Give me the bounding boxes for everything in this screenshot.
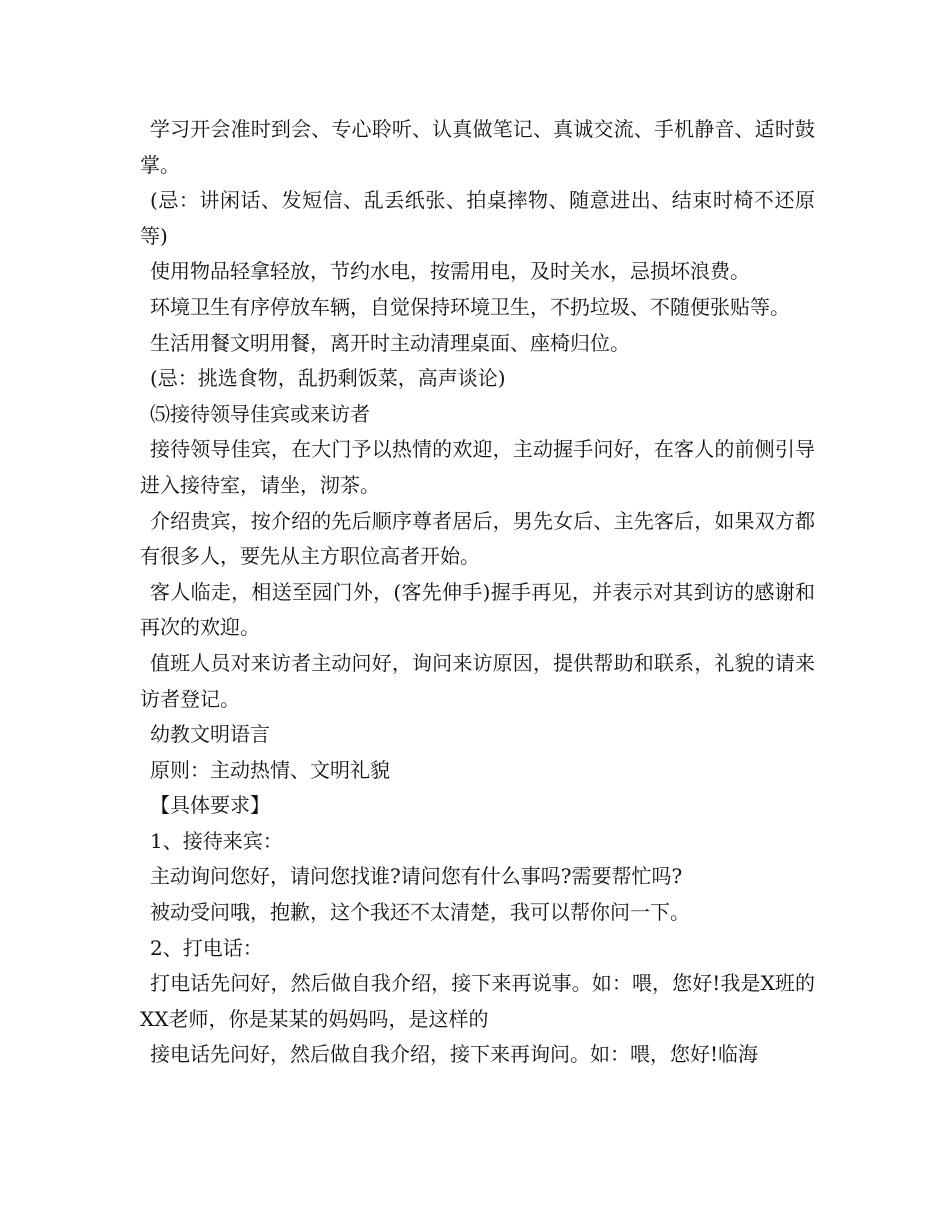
section-heading-language: 幼教文明语言: [150, 722, 270, 747]
paragraph-receive-guests: 接待领导佳宾，在大门予以热情的欢迎，主动握手问好，在客人的前侧引导进入接待室，请坐，沏茶。: [140, 437, 815, 497]
paragraph-dining: 生活用餐文明用餐，离开时主动清理桌面、座椅归位。: [150, 330, 630, 355]
paragraph-passive-answer: 被动受问哦，抱歉，这个我还不太清楚，我可以帮你问一下。: [150, 900, 690, 925]
list-item-phone-call: 2、打电话：: [150, 935, 263, 960]
paragraph-making-call: 打电话先问好，然后做自我介绍，接下来再说事。如：喂，您好!我是X班的XX老师，你是某某的妈妈吗，是这样的: [140, 971, 815, 1031]
document-page: [140, 112, 815, 1073]
paragraph-principle: 原则：主动热情、文明礼貌: [150, 757, 390, 782]
paragraph-supplies: 使用物品轻拿轻放，节约水电，按需用电，及时关水，忌损坏浪费。: [150, 259, 750, 284]
paragraph-environment: 环境卫生有序停放车辆，自觉保持环境卫生，不扔垃圾、不随便张贴等。: [150, 294, 790, 319]
section-heading-requirements: 【具体要求】: [150, 793, 270, 818]
section-heading-reception: ⑸接待领导佳宾或来访者: [150, 401, 370, 426]
paragraph-answering-call: 接电话先问好，然后做自我介绍，接下来再询问。如：喂，您好!临海: [150, 1042, 759, 1067]
list-item-receive-visitors: 1、接待来宾：: [150, 828, 283, 853]
paragraph-active-inquiry: 主动询问您好，请问您找谁?请问您有什么事吗?需要帮忙吗?: [150, 864, 683, 889]
paragraph-introduce-guests: 介绍贵宾，按介绍的先后顺序尊者居后，男先女后、主先客后，如果双方都有很多人，要先从主方职位高者开始。: [140, 508, 815, 569]
paragraph-dining-taboo: (忌：挑选食物，乱扔剩饭菜，高声谈论): [150, 366, 506, 391]
paragraph-duty-staff: 值班人员对来访者主动问好，询问来访原因，提供帮助和联系，礼貌的请来访者登记。: [140, 650, 815, 711]
paragraph-meeting: 学习开会准时到会、专心聆听、认真做笔记、真诚交流、手机静音、适时鼓掌。: [140, 117, 815, 177]
paragraph-guest-departure: 客人临走，相送至园门外，(客先伸手)握手再见，并表示对其到访的感谢和再次的欢迎。: [140, 579, 815, 640]
paragraph-meeting-taboo: (忌：讲闲话、发短信、乱丢纸张、拍桌摔物、随意进出、结束时椅不还原等): [140, 188, 815, 248]
